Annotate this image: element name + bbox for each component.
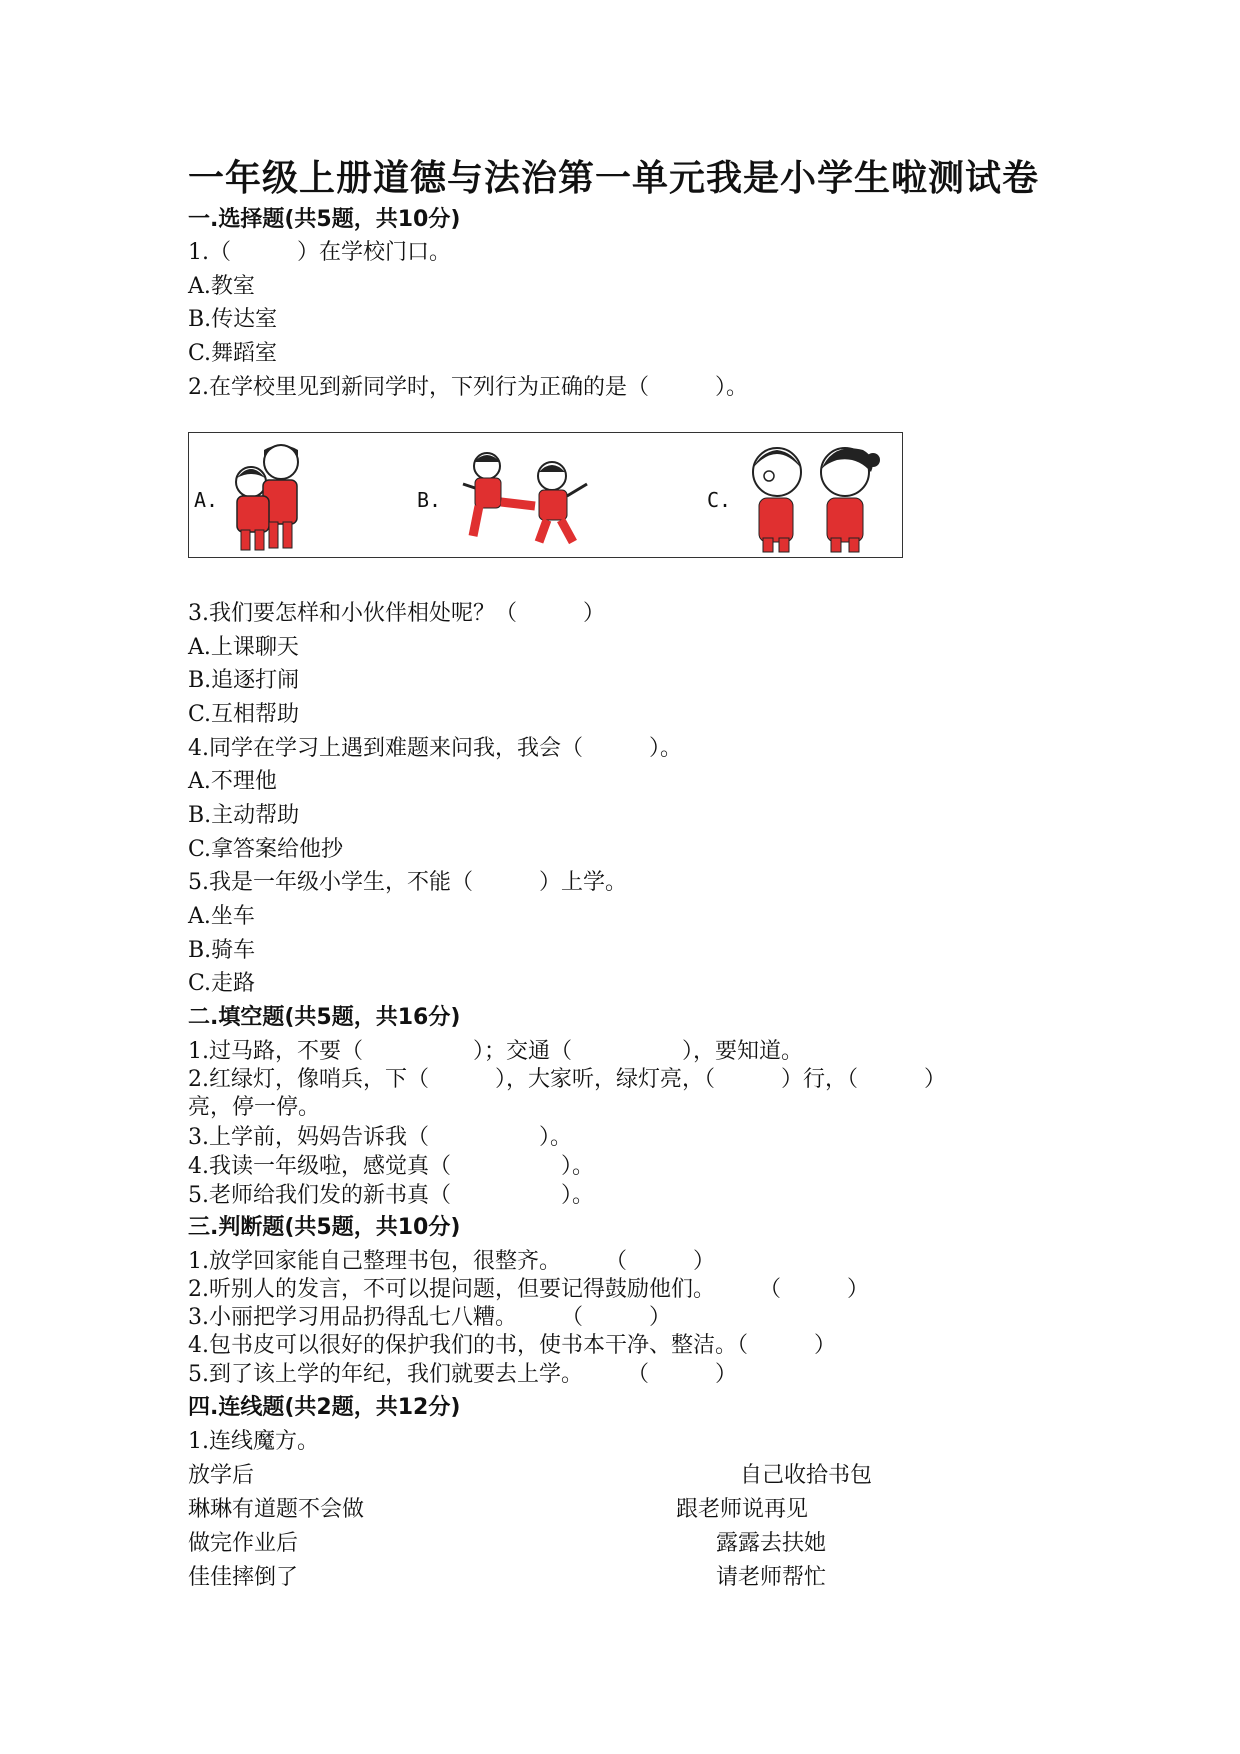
match-right-item: 请老师帮忙 [716, 1565, 827, 1590]
fill-q2-continued: 亮，停一停。 [188, 1095, 321, 1120]
choice-q4-option-c: C.拿答案给他抄 [188, 837, 344, 862]
match-left-item: 放学后 [188, 1463, 255, 1488]
choice-q1: 1.（ ）在学校门口。 [188, 240, 451, 265]
choice-q1-option-b: B.传达室 [188, 307, 278, 332]
choice-q5-option-a: A.坐车 [188, 904, 255, 929]
kids-ignoring-icon [737, 438, 887, 556]
choice-q4-option-b: B.主动帮助 [188, 803, 300, 828]
match-left-item: 琳琳有道题不会做 [188, 1497, 365, 1522]
choice-q1-option-a: A.教室 [188, 274, 255, 299]
choice-q3-option-c: C.互相帮助 [188, 702, 300, 727]
section-choice-heading: 一.选择题(共5题，共10分) [188, 207, 461, 232]
fill-q4: 4.我读一年级啦，感觉真（ ）。 [188, 1154, 594, 1179]
judge-q1: 1.放学回家能自己整理书包，很整齐。 （ ） [188, 1249, 715, 1274]
judge-q2: 2.听别人的发言，不可以提问题，但要记得鼓励他们。 （ ） [188, 1277, 869, 1302]
section-match-heading: 四.连线题(共2题，共12分) [188, 1395, 461, 1420]
fill-q3: 3.上学前，妈妈告诉我（ ）。 [188, 1125, 572, 1150]
q2-pic-label-c: C. [707, 488, 732, 512]
choice-q4-option-a: A.不理他 [188, 769, 277, 794]
page-title: 一年级上册道德与法治第一单元我是小学生啦测试卷 [188, 158, 1040, 199]
choice-q3-option-b: B.追逐打闹 [188, 668, 300, 693]
judge-q5: 5.到了该上学的年纪，我们就要去上学。 （ ） [188, 1362, 737, 1387]
judge-q4: 4.包书皮可以很好的保护我们的书，使书本干净、整洁。（ ） [188, 1333, 836, 1358]
choice-q5-option-c: C.走路 [188, 971, 256, 996]
q2-pic-label-a: A. [194, 488, 219, 512]
fill-q2: 2.红绿灯，像哨兵，下（ ），大家听，绿灯亮，（ ）行，（ ） [188, 1067, 946, 1092]
q2-pic-label-b: B. [417, 488, 442, 512]
choice-q5: 5.我是一年级小学生，不能（ ）上学。 [188, 870, 627, 895]
match-q1: 1.连线魔方。 [188, 1429, 319, 1454]
match-right-item: 自己收拾书包 [740, 1463, 873, 1488]
kids-hugging-icon [219, 438, 319, 556]
choice-q3: 3.我们要怎样和小伙伴相处呢？（ ） [188, 601, 605, 626]
section-judge-heading: 三.判断题(共5题，共10分) [188, 1215, 461, 1240]
kids-fighting-icon [447, 448, 597, 548]
section-fill-heading: 二.填空题(共5题，共16分) [188, 1005, 461, 1030]
fill-q1: 1.过马路，不要（ ）；交通（ ），要知道。 [188, 1039, 803, 1064]
match-right-item: 跟老师说再见 [676, 1497, 809, 1522]
match-left-item: 佳佳摔倒了 [188, 1565, 299, 1590]
choice-q4: 4.同学在学习上遇到难题来问我，我会（ ）。 [188, 736, 682, 761]
choice-q2: 2.在学校里见到新同学时，下列行为正确的是（ ）。 [188, 375, 748, 400]
choice-q1-option-c: C.舞蹈室 [188, 341, 278, 366]
match-right-item: 露露去扶她 [716, 1531, 827, 1556]
fill-q5: 5.老师给我们发的新书真（ ）。 [188, 1183, 594, 1208]
match-left-item: 做完作业后 [188, 1531, 299, 1556]
q2-illustration [188, 432, 903, 558]
judge-q3: 3.小丽把学习用品扔得乱七八糟。 （ ） [188, 1305, 671, 1330]
choice-q3-option-a: A.上课聊天 [188, 635, 299, 660]
choice-q5-option-b: B.骑车 [188, 938, 256, 963]
